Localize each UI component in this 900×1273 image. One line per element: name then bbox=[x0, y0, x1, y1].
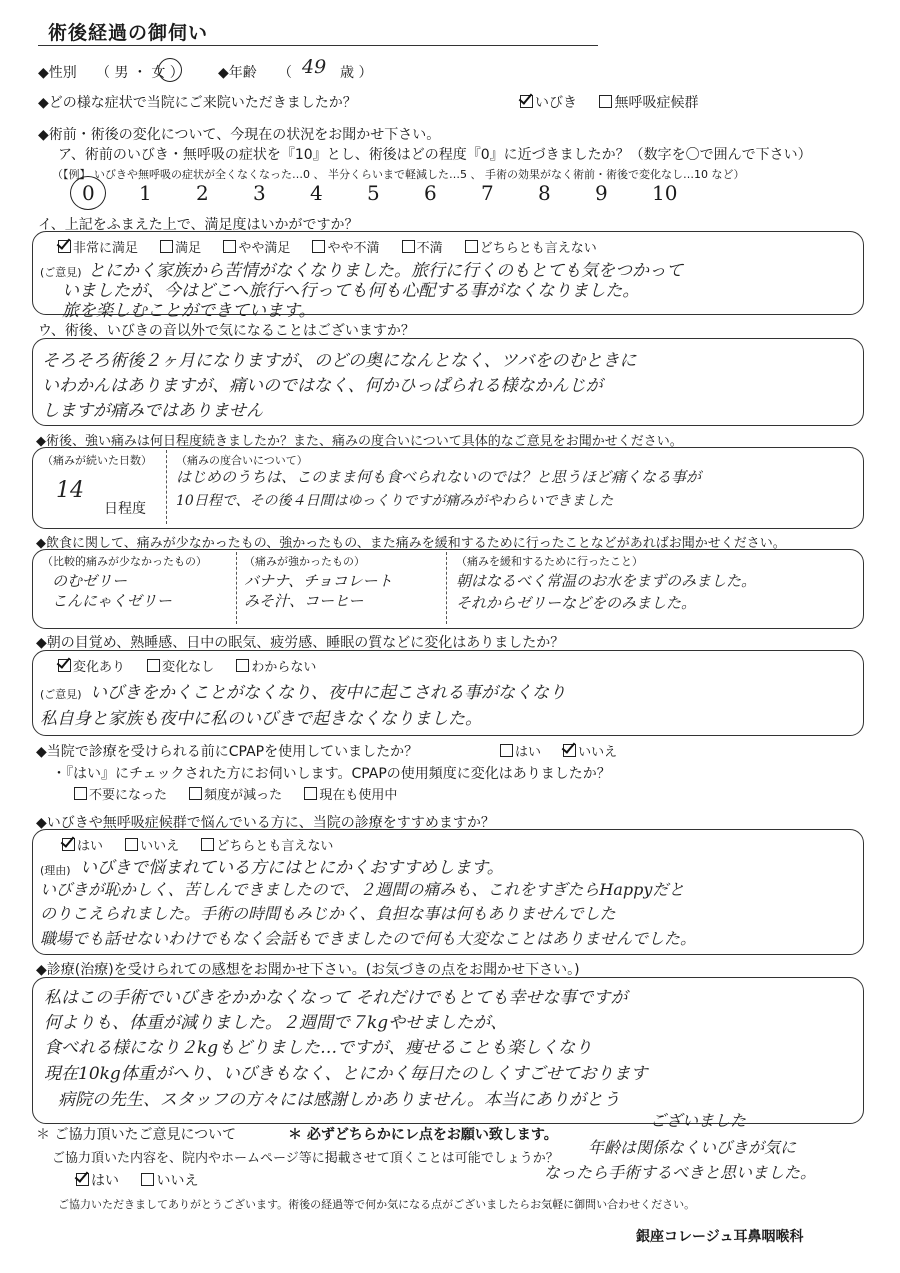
q7-line-1: いびきをかくことがなくなり、夜中に起こされる事がなくなり bbox=[90, 683, 566, 703]
q1-option-snoring[interactable]: いびき bbox=[520, 92, 577, 112]
age-close: 歳 ） bbox=[340, 65, 373, 81]
q8-sub-opt-still-using[interactable]: 現在も使用中 bbox=[304, 784, 397, 803]
title-underline bbox=[38, 45, 598, 46]
q10-question: ◆診療(治療)を受けられての感想をお聞かせ下さい。(お気づきの点をお聞かせ下さい。) bbox=[36, 962, 580, 978]
q6-relief-line-1: 朝はなるべく常温のお水をまずのみました。 bbox=[456, 572, 757, 590]
q6-less-line-2: こんにゃくゼリー bbox=[52, 592, 172, 610]
checkbox[interactable] bbox=[465, 240, 478, 253]
scale-5[interactable]: 5 bbox=[367, 181, 380, 205]
scale-8[interactable]: 8 bbox=[538, 181, 551, 205]
scale-4[interactable]: 4 bbox=[310, 181, 323, 205]
q10-line-3: 食べれる様になり２kgもどりました…ですが、痩せることも楽しくなり bbox=[44, 1038, 593, 1058]
q7-opt-no-change[interactable]: 変化なし bbox=[147, 656, 214, 675]
q6-more-label: （痛みが強かったもの） bbox=[244, 555, 365, 568]
q3-opt-somewhat-satisfied[interactable]: やや満足 bbox=[223, 237, 290, 256]
consent-options bbox=[76, 1170, 216, 1190]
q2-a-text: ア、術前のいびき・無呼吸の症状を『10』とし、術後はどの程度『0』に近づきましたか？（数字を〇で囲んで下さい） bbox=[58, 147, 812, 163]
q9-line-1: いびきで悩まれている方にはとにかくおすすめします。 bbox=[80, 858, 504, 878]
q3-opinion-label: (ご意見) bbox=[40, 266, 82, 279]
q2-scale bbox=[82, 181, 709, 205]
q10-line-5: 病院の先生、スタッフの方々には感謝しかありません。本当にありがとう bbox=[58, 1090, 621, 1110]
q3-opinion-line-1: とにかく家族から苦情がなくなりました。旅行に行くのもとても気をつかって bbox=[88, 261, 683, 281]
scale-3[interactable]: 3 bbox=[253, 181, 266, 205]
checkbox-checked[interactable] bbox=[563, 744, 576, 757]
age-label: ◆年齢 bbox=[218, 65, 257, 81]
q9-options bbox=[62, 835, 351, 854]
checkbox[interactable] bbox=[189, 787, 202, 800]
consent-question: ご協力頂いた内容を、院内やホームページ等に掲載させて頂くことは可能でしょうか？ bbox=[52, 1151, 559, 1166]
q6-more-line-1: バナナ、チョコレート bbox=[244, 572, 393, 590]
checkbox-checked[interactable] bbox=[58, 240, 71, 253]
q6-relief-line-2: それからゼリーなどをのみました。 bbox=[456, 594, 697, 612]
q8-question: ◆当院で診療を受けられる前にCPAPを使用していましたか？ bbox=[36, 744, 419, 760]
consent-heading-a: ＊ ご協力頂いたご意見について bbox=[36, 1127, 237, 1143]
thanks-text: ご協力いただきましてありがとうございます。術後の経過等で何か気になる点がございましたらお気軽に御問い合わせください。 bbox=[58, 1198, 696, 1211]
checkbox[interactable] bbox=[201, 838, 214, 851]
q6-question: ◆飲食に関して、痛みが少なかったもの、強かったもの、また痛みを緩和するために行ったことなどがあればお聞かせください。 bbox=[36, 536, 786, 551]
scale-2[interactable]: 2 bbox=[196, 181, 209, 205]
checkbox[interactable] bbox=[223, 240, 236, 253]
q5-question: ◆術後、強い痛みは何日程度続きましたか？また、痛みの度合いについて具体的なご意見をお聞かせください。 bbox=[36, 434, 683, 449]
q4-line-1: そろそろ術後２ヶ月になりますが、のどの奥になんとなく、ツバをのむときに bbox=[42, 351, 637, 371]
q3-opinion-line-3: 旅を楽しむことができています。 bbox=[62, 301, 316, 321]
q3-opt-dissatisfied[interactable]: 不満 bbox=[402, 237, 443, 256]
checkbox-checked[interactable] bbox=[520, 95, 533, 108]
q5-days-value: 14 bbox=[56, 478, 84, 503]
checkbox-checked[interactable] bbox=[58, 659, 71, 672]
q9-reason-label: (理由) bbox=[40, 864, 71, 877]
q7-opinion-label: (ご意見) bbox=[40, 688, 82, 701]
q7-options bbox=[58, 656, 334, 675]
q3-options bbox=[58, 237, 615, 256]
scale-7[interactable]: 7 bbox=[481, 181, 494, 205]
scale-10[interactable]: 10 bbox=[652, 181, 678, 205]
scale-0[interactable]: 0 bbox=[82, 181, 95, 205]
checkbox-checked[interactable] bbox=[76, 1173, 89, 1186]
q5-box bbox=[32, 447, 864, 529]
checkbox[interactable] bbox=[599, 95, 612, 108]
scale-1[interactable]: 1 bbox=[139, 181, 152, 205]
q2-example: （【例】 いびきや無呼吸の症状が全くなくなった…0 、 半分くらいまで軽減した…5 、 手術の効果がなく術前・術後で変化なし…10 など） bbox=[52, 168, 745, 181]
checkbox[interactable] bbox=[304, 787, 317, 800]
consent-opt-yes[interactable]: はい bbox=[76, 1170, 119, 1190]
sex-value: （ 男 ・ 女 ） bbox=[96, 65, 184, 81]
q9-opt-yes[interactable]: はい bbox=[62, 835, 103, 854]
q10-line-6: ございました bbox=[650, 1111, 747, 1130]
q10-line-1: 私はこの手術でいびきをかかなくなって それだけでもとても幸せな事ですが bbox=[44, 988, 628, 1008]
q9-opt-no[interactable]: いいえ bbox=[125, 835, 179, 854]
q6-divider-1 bbox=[236, 552, 237, 624]
q3-opt-neither[interactable]: どちらとも言えない bbox=[465, 237, 597, 256]
q1-options bbox=[520, 92, 716, 112]
q7-question: ◆朝の目覚め、熟睡感、日中の眠気、疲労感、睡眠の質などに変化はありましたか？ bbox=[36, 635, 565, 651]
q8-opt-yes[interactable]: はい bbox=[500, 741, 541, 760]
consent-heading-b: ＊ 必ずどちらかにレ点をお願い致します。 bbox=[288, 1127, 558, 1143]
sex-label: ◆性別 bbox=[38, 65, 77, 81]
clinic-name: 銀座コレージュ耳鼻咽喉科 bbox=[636, 1229, 804, 1245]
q5-degree-label: （痛みの度合いについて） bbox=[176, 454, 308, 467]
q8-sub-options bbox=[74, 784, 415, 803]
q3-question: イ、上記をふまえた上で、満足度はいかがですか？ bbox=[38, 217, 359, 233]
q1-option-apnea[interactable]: 無呼吸症候群 bbox=[599, 92, 698, 112]
q3-opt-somewhat-dissatisfied[interactable]: やや不満 bbox=[312, 237, 379, 256]
scale-selected-circle bbox=[70, 176, 106, 210]
checkbox-checked[interactable] bbox=[62, 838, 75, 851]
q7-opt-changed[interactable]: 変化あり bbox=[58, 656, 125, 675]
checkbox[interactable] bbox=[402, 240, 415, 253]
age-value: 49 bbox=[302, 56, 327, 78]
checkbox[interactable] bbox=[500, 744, 513, 757]
q6-less-line-1: のむゼリー bbox=[52, 572, 128, 590]
q6-relief-label: （痛みを緩和するために行ったこと） bbox=[456, 555, 643, 568]
q5-days-unit: 日程度 bbox=[104, 501, 146, 517]
age-open: （ bbox=[278, 65, 292, 81]
checkbox[interactable] bbox=[312, 240, 325, 253]
q1-question: ◆どの様な症状で当院にご来院いただきましたか？ bbox=[38, 95, 357, 111]
q5-degree-line-2: 10日程で、その後４日間はゆっくりですが痛みがやわらいできました bbox=[176, 493, 614, 509]
q4-line-3: しますが痛みではありません bbox=[42, 401, 263, 421]
checkbox[interactable] bbox=[236, 659, 249, 672]
checkbox[interactable] bbox=[160, 240, 173, 253]
q3-opinion-line-2: いましたが、今はどこへ旅行へ行っても何も心配する事がなくなりました。 bbox=[62, 281, 640, 301]
checkbox[interactable] bbox=[141, 1173, 154, 1186]
q6-less-label: （比較的痛みが少なかったもの） bbox=[42, 555, 207, 568]
q6-more-line-2: みそ汁、コーヒー bbox=[244, 592, 364, 610]
q7-opt-unknown[interactable]: わからない bbox=[236, 656, 316, 675]
q9-line-3: のりこえられました。手術の時間もみじかく、負担な事は何もありませんでした bbox=[40, 904, 616, 923]
q10-line-2: 何よりも、体重が減りました。２週間で７kgやせましたが、 bbox=[44, 1013, 508, 1033]
consent-opt-no[interactable]: いいえ bbox=[141, 1170, 198, 1190]
scale-9[interactable]: 9 bbox=[595, 181, 608, 205]
q3-opt-very-satisfied[interactable]: 非常に満足 bbox=[58, 237, 138, 256]
q5-degree-line-1: はじめのうちは、このまま何も食べられないのでは？と思うほど痛くなる事が bbox=[176, 468, 702, 486]
q9-opt-neither[interactable]: どちらとも言えない bbox=[201, 835, 333, 854]
q10-line-4: 現在10kg体重がへり、いびきもなく、とにかく毎日たのしくすごせております bbox=[44, 1064, 648, 1084]
q5-divider bbox=[166, 450, 167, 524]
checkbox[interactable] bbox=[125, 838, 138, 851]
q2-question: ◆術前・術後の変化について、今現在の状況をお聞かせ下さい。 bbox=[38, 127, 441, 143]
q8-opt-no[interactable]: いいえ bbox=[563, 741, 617, 760]
q4-question: ウ、術後、いびきの音以外で気になることはございますか？ bbox=[38, 323, 415, 339]
q8-sub-question: ・『はい』にチェックされた方にお伺いします。CPAPの使用頻度に変化はありましたか？ bbox=[52, 766, 611, 782]
page-title: 術後経過の御伺い bbox=[48, 22, 209, 44]
checkbox[interactable] bbox=[74, 787, 87, 800]
q6-divider-2 bbox=[446, 552, 447, 624]
scale-6[interactable]: 6 bbox=[424, 181, 437, 205]
checkbox[interactable] bbox=[147, 659, 160, 672]
q8-sub-opt-unneeded[interactable]: 不要になった bbox=[74, 784, 167, 803]
q9-line-4: 職場でも話せないわけでもなく会話もできましたので何も大変なことはありませんでした。 bbox=[40, 929, 697, 948]
q9-line-2: いびきが恥かしく、苦しんできましたので、２週間の痛みも、これをすぎたらHappyだと bbox=[40, 880, 685, 899]
q8-options bbox=[500, 741, 635, 760]
q9-question: ◆いびきや無呼吸症候群で悩んでいる方に、当院の診療をすすめますか？ bbox=[36, 815, 495, 831]
q8-sub-opt-reduced[interactable]: 頻度が減った bbox=[189, 784, 282, 803]
q3-opt-satisfied[interactable]: 満足 bbox=[160, 237, 201, 256]
sex-circle-mark bbox=[158, 58, 182, 82]
q4-line-2: いわかんはありますが、痛いのではなく、何かひっぱられる様なかんじが bbox=[42, 376, 603, 396]
q10-extra-line-2: なったら手術するべきと思いました。 bbox=[544, 1163, 817, 1182]
q10-extra-line-1: 年齢は関係なくいびきが気に bbox=[588, 1138, 797, 1157]
q7-line-2: 私自身と家族も夜中に私のいびきで起きなくなりました。 bbox=[40, 709, 482, 729]
q5-days-label: （痛みが続いた日数） bbox=[42, 454, 152, 467]
